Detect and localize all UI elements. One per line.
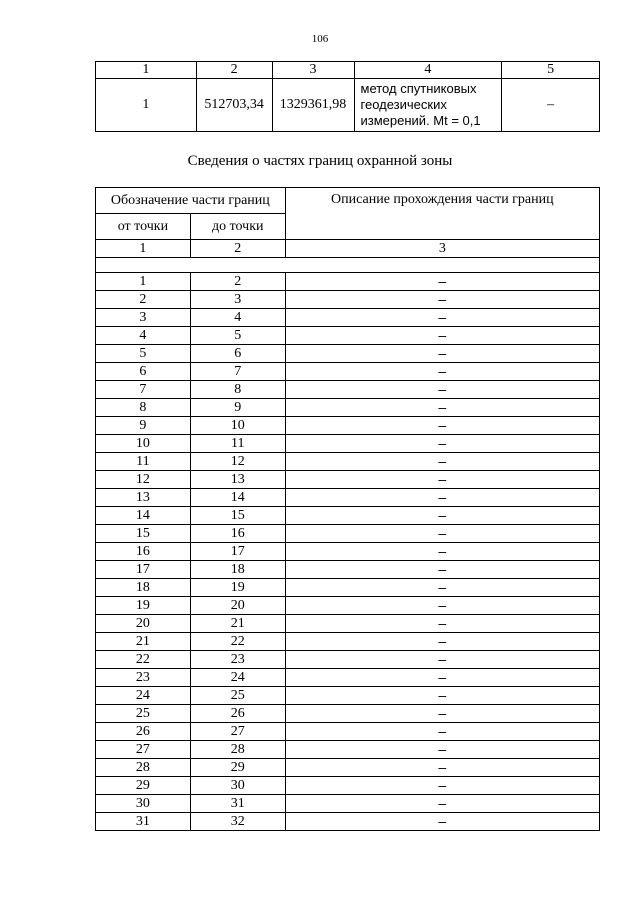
column-number: 2 xyxy=(196,62,272,79)
description-cell: – xyxy=(285,615,599,633)
from-point-cell: 29 xyxy=(96,777,191,795)
to-point-cell: 6 xyxy=(190,345,285,363)
coordinate-y: 1329361,98 xyxy=(272,79,354,132)
table-row xyxy=(96,777,600,795)
to-point-cell: 11 xyxy=(190,435,285,453)
header-from-point: от точки xyxy=(96,214,191,240)
spacer-cell xyxy=(96,258,600,273)
to-point-cell: 29 xyxy=(190,759,285,777)
table-row xyxy=(96,471,600,489)
table-row xyxy=(96,309,600,327)
page-number: 106 xyxy=(311,33,329,45)
description-cell: – xyxy=(285,363,599,381)
point-description: – xyxy=(502,79,600,132)
table-row xyxy=(96,795,600,813)
to-point-cell: 3 xyxy=(190,291,285,309)
table-row xyxy=(96,273,600,291)
boundary-parts-table xyxy=(95,187,600,831)
from-point-cell: 18 xyxy=(96,579,191,597)
description-cell: – xyxy=(285,381,599,399)
from-point-cell: 30 xyxy=(96,795,191,813)
table-row xyxy=(96,759,600,777)
column-number: 1 xyxy=(96,62,197,79)
to-point-cell: 22 xyxy=(190,633,285,651)
column-number: 4 xyxy=(354,62,502,79)
from-point-cell: 20 xyxy=(96,615,191,633)
description-cell: – xyxy=(285,561,599,579)
description-cell: – xyxy=(285,471,599,489)
to-point-cell: 16 xyxy=(190,525,285,543)
table-row xyxy=(96,399,600,417)
description-cell: – xyxy=(285,525,599,543)
table-row xyxy=(96,327,600,345)
header-row xyxy=(96,188,600,214)
table-row xyxy=(96,633,600,651)
to-point-cell: 15 xyxy=(190,507,285,525)
table-row xyxy=(96,507,600,525)
from-point-cell: 26 xyxy=(96,723,191,741)
description-cell: – xyxy=(285,417,599,435)
coordinates-table xyxy=(95,61,600,132)
from-point-cell: 5 xyxy=(96,345,191,363)
table-row xyxy=(96,813,600,831)
description-cell: – xyxy=(285,435,599,453)
from-point-cell: 15 xyxy=(96,525,191,543)
header-description: Описание прохождения части границ xyxy=(285,188,599,240)
to-point-cell: 32 xyxy=(190,813,285,831)
to-point-cell: 2 xyxy=(190,273,285,291)
table-row xyxy=(96,453,600,471)
coordinates-header-row xyxy=(96,62,600,79)
from-point-cell: 24 xyxy=(96,687,191,705)
to-point-cell: 8 xyxy=(190,381,285,399)
table-row xyxy=(96,291,600,309)
table-row xyxy=(96,597,600,615)
description-cell: – xyxy=(285,633,599,651)
table-row xyxy=(96,579,600,597)
description-cell: – xyxy=(285,795,599,813)
description-cell: – xyxy=(285,507,599,525)
column-number: 3 xyxy=(285,240,599,258)
from-point-cell: 28 xyxy=(96,759,191,777)
to-point-cell: 5 xyxy=(190,327,285,345)
from-point-cell: 23 xyxy=(96,669,191,687)
description-cell: – xyxy=(285,705,599,723)
to-point-cell: 20 xyxy=(190,597,285,615)
coordinates-row xyxy=(96,79,600,132)
table-row xyxy=(96,741,600,759)
description-cell: – xyxy=(285,597,599,615)
table-row xyxy=(96,435,600,453)
description-cell: – xyxy=(285,813,599,831)
column-number: 1 xyxy=(96,240,191,258)
table-row xyxy=(96,669,600,687)
description-cell: – xyxy=(285,741,599,759)
description-cell: – xyxy=(285,453,599,471)
from-point-cell: 10 xyxy=(96,435,191,453)
description-cell: – xyxy=(285,345,599,363)
table-row xyxy=(96,417,600,435)
from-point-cell: 25 xyxy=(96,705,191,723)
description-cell: – xyxy=(285,327,599,345)
description-cell: – xyxy=(285,291,599,309)
from-point-cell: 2 xyxy=(96,291,191,309)
to-point-cell: 4 xyxy=(190,309,285,327)
table-row xyxy=(96,723,600,741)
to-point-cell: 28 xyxy=(190,741,285,759)
to-point-cell: 24 xyxy=(190,669,285,687)
from-point-cell: 14 xyxy=(96,507,191,525)
description-cell: – xyxy=(285,777,599,795)
description-cell: – xyxy=(285,723,599,741)
header-to-point: до точки xyxy=(190,214,285,240)
description-cell: – xyxy=(285,651,599,669)
table-row xyxy=(96,381,600,399)
to-point-cell: 13 xyxy=(190,471,285,489)
column-number: 3 xyxy=(272,62,354,79)
from-point-cell: 22 xyxy=(96,651,191,669)
to-point-cell: 17 xyxy=(190,543,285,561)
method-line: метод спутниковых xyxy=(360,81,477,96)
from-point-cell: 11 xyxy=(96,453,191,471)
to-point-cell: 12 xyxy=(190,453,285,471)
from-point-cell: 16 xyxy=(96,543,191,561)
description-cell: – xyxy=(285,687,599,705)
method-line: измерений. Mt = 0,1 xyxy=(360,113,481,128)
header-boundary-part: Обозначение части границ xyxy=(96,188,286,214)
spacer-row xyxy=(96,258,600,273)
method-description xyxy=(354,79,502,132)
column-number: 2 xyxy=(190,240,285,258)
description-cell: – xyxy=(285,669,599,687)
table-row xyxy=(96,705,600,723)
description-cell: – xyxy=(285,489,599,507)
description-cell: – xyxy=(285,273,599,291)
description-cell: – xyxy=(285,579,599,597)
table-row xyxy=(96,561,600,579)
from-point-cell: 27 xyxy=(96,741,191,759)
from-point-cell: 8 xyxy=(96,399,191,417)
description-cell: – xyxy=(285,543,599,561)
table-row xyxy=(96,543,600,561)
from-point-cell: 3 xyxy=(96,309,191,327)
from-point-cell: 21 xyxy=(96,633,191,651)
table-row xyxy=(96,651,600,669)
column-number: 5 xyxy=(502,62,600,79)
to-point-cell: 10 xyxy=(190,417,285,435)
column-numbers-row xyxy=(96,240,600,258)
to-point-cell: 31 xyxy=(190,795,285,813)
to-point-cell: 23 xyxy=(190,651,285,669)
from-point-cell: 31 xyxy=(96,813,191,831)
table-row xyxy=(96,615,600,633)
table-row xyxy=(96,687,600,705)
from-point-cell: 17 xyxy=(96,561,191,579)
description-cell: – xyxy=(285,309,599,327)
from-point-cell: 9 xyxy=(96,417,191,435)
to-point-cell: 26 xyxy=(190,705,285,723)
table-row xyxy=(96,525,600,543)
from-point-cell: 1 xyxy=(96,273,191,291)
to-point-cell: 7 xyxy=(190,363,285,381)
to-point-cell: 19 xyxy=(190,579,285,597)
to-point-cell: 18 xyxy=(190,561,285,579)
to-point-cell: 9 xyxy=(190,399,285,417)
to-point-cell: 30 xyxy=(190,777,285,795)
description-cell: – xyxy=(285,759,599,777)
to-point-cell: 25 xyxy=(190,687,285,705)
to-point-cell: 21 xyxy=(190,615,285,633)
from-point-cell: 12 xyxy=(96,471,191,489)
to-point-cell: 27 xyxy=(190,723,285,741)
from-point-cell: 7 xyxy=(96,381,191,399)
table-row xyxy=(96,345,600,363)
method-line: геодезических xyxy=(360,97,447,112)
table-row xyxy=(96,363,600,381)
from-point-cell: 19 xyxy=(96,597,191,615)
from-point-cell: 4 xyxy=(96,327,191,345)
point-number: 1 xyxy=(96,79,197,132)
from-point-cell: 6 xyxy=(96,363,191,381)
description-cell: – xyxy=(285,399,599,417)
coordinate-x: 512703,34 xyxy=(196,79,272,132)
to-point-cell: 14 xyxy=(190,489,285,507)
table-row xyxy=(96,489,600,507)
section-title: Сведения о частях границ охранной зоны xyxy=(187,153,453,169)
from-point-cell: 13 xyxy=(96,489,191,507)
